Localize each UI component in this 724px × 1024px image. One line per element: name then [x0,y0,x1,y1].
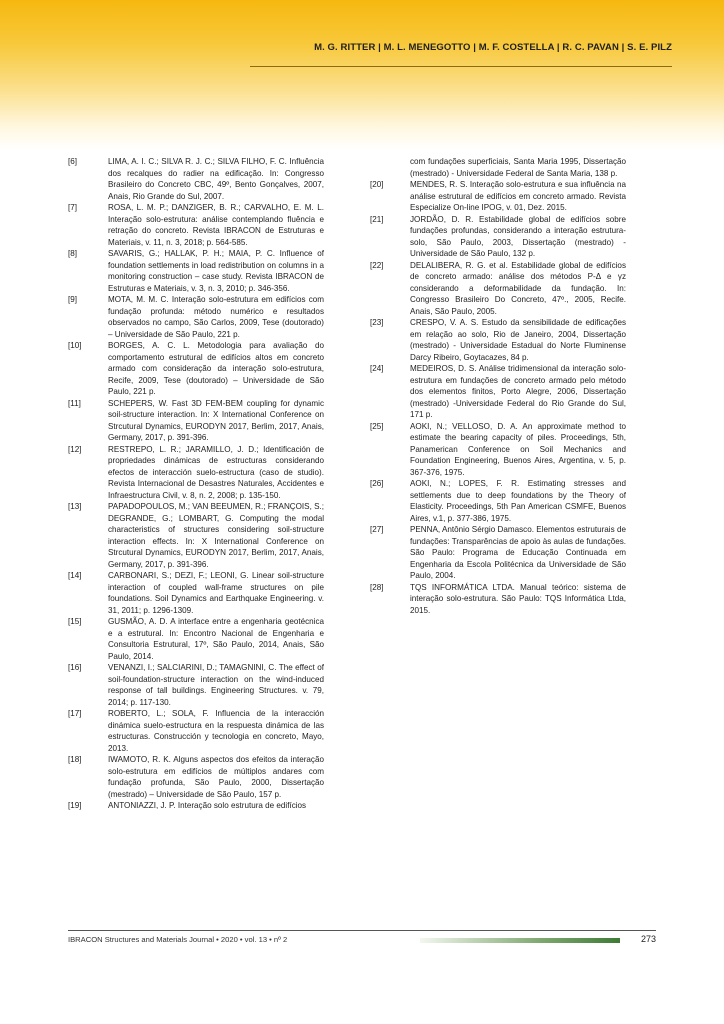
reference-text: MEDEIROS, D. S. Análise tridimensional da interação solo-estrutura em fundações de concreto armado pelo método dos elementos finitos, Porto Alegre, 2006, Dissertação (mestrado) -Universidade Federal do Rio Grande do Sul, 171 p. [410,364,626,419]
reference-number: [15] [68,617,82,626]
footer-accent-bar [420,938,620,943]
reference-item [68,202,324,248]
reference-number: [24] [370,364,384,373]
reference-item [68,444,324,502]
reference-number: [22] [370,260,384,270]
reference-item [370,478,626,524]
reference-item [370,582,626,617]
reference-item [370,524,626,582]
reference-item [370,317,626,363]
reference-number: [19] [68,801,82,810]
footer-journal-info: IBRACON Structures and Materials Journal • 2020 • vol. 13 • nº 2 [68,935,288,944]
reference-number: [12] [68,444,82,454]
reference-text: AOKI, N.; LOPES, F. R. Estimating stresses and settlements due to deep foundations by the Theory of Elasticity. Proceedings, 5th Pan American CSMFE, Buenos Aires, v.1, p. 377-386, 1975. [410,479,626,523]
reference-text: SAVARIS, G.; HALLAK, P. H.; MAIA, P. C. Influence of foundation settlements in load redistribution on columns in a monitoring construction – case study. Revista IBRACON de Estruturas e Materiais, v. 3, n. 3, 2010; p. 346-356. [108,249,324,293]
reference-item [68,570,324,616]
reference-text: DELALIBERA, R. G. et al. Estabilidade global de edifícios de concreto armado: análise dos métodos P-Δ e γz considerando a deformabilidade da fundação. In: Congresso Brasileiro Do Concreto, 47º., 2005, Recife. Anais, São Paulo, 2005. [410,260,626,316]
reference-number: [17] [68,709,82,718]
page-number: 273 [640,934,656,944]
reference-text: CARBONARI, S.; DEZI, F.; LEONI, G. Linear soil-structure interaction of coupled wall-frame structures on pile foundations. Soil Dynamics and Earthquake Engineering. v. 31, 2011; p. 1296-1309. [108,571,324,615]
header-band [0,0,724,150]
reference-number: [14] [68,571,82,580]
reference-item [68,398,324,444]
reference-item [68,340,324,398]
reference-number: [28] [370,582,384,592]
footer-divider [68,930,656,931]
reference-item [370,421,626,479]
reference-text: RESTREPO, L. R.; JARAMILLO, J. D.; Identificación de propriedades dinámicas de estructuras considerando efectos de interacción suelo-estructura (caso de studio). Revista Internacional de Desastres Naturales, Accidentes e Infraestructura Civil, v. 8, n. 2, 2008; p. 135-150. [108,444,324,500]
reference-text: MENDES, R. S. Interação solo-estrutura e sua influência na análise estrutural de edifícios em concreto armado. Revista Especialize On-line IPOG, v. 01, Dez. 2015. [410,180,626,212]
reference-text: MOTA, M. M. C. Interação solo-estrutura em edifícios com fundação profunda: método numérico e resultados observados no campo, São Carlos, 2009, Tese (doutorado) – Universidade de São Paulo, 221 p. [108,295,324,339]
reference-text: TQS INFORMÁTICA LTDA. Manual teórico: sistema de interação solo-estrutura. São Paulo: TQS Informática Ltda, 2015. [410,582,626,615]
reference-number: [13] [68,502,82,511]
references-left-column [68,156,324,812]
reference-item [68,156,324,202]
reference-number: [26] [370,479,384,488]
reference-text: ROBERTO, L.; SOLA, F. Influencia de la interacción dinámica suelo-estructura en la respuesta dinámica de las estructuras. Construcción y tecnologia en concreto, Mayo, 2013. [108,709,324,753]
reference-number: [23] [370,318,384,327]
header-divider [250,66,672,67]
reference-text: PAPADOPOULOS, M.; VAN BEEUMEN, R.; FRANÇOIS, S.; DEGRANDE, G.; LOMBART, G. Computing the modal characteristics of structures considering soil-structure interaction effects. In: X International Conference on Strcutural Dynamics, EURODYN 2017, Berlim, 2017, Anais, Germany, 2017, p. 391-396. [108,502,324,569]
running-header-authors: M. G. RITTER | M. L. MENEGOTTO | M. F. COSTELLA | R. C. PAVAN | S. E. PILZ [314,42,672,53]
reference-number: [6] [68,157,77,166]
reference-item [370,260,626,318]
reference-text: JORDÃO, D. R. Estabilidade global de edifícios sobre fundações profundas, considerando a interação estrutura-solo, São Paulo, 2003, Dissertação (mestrado) - Universidade de São Paulo, 132 p. [410,214,626,258]
reference-text: CRESPO, V. A. S. Estudo da sensibilidade de edificações em relação ao solo, Rio de Janeiro, 2004, Dissertação (mestrado) - Universidade Estadual do Norte Fluminense Darcy Ribeiro, Goytacazes, 84 p. [410,318,626,362]
reference-number: [10] [68,341,82,350]
reference-item [68,708,324,754]
reference-text: BORGES, A. C. L. Metodologia para avaliação do comportamento estrutural de edifícios altos em concreto armado com consideração da interação solo-estrutura, Recife, 2009, Tese (doutorado) – Universidade de São Paulo, 221 p. [108,341,324,396]
reference-item [370,179,626,214]
reference-item [370,363,626,421]
reference-item [68,294,324,340]
reference-item [68,754,324,800]
reference-number: [9] [68,295,77,304]
reference-number: [18] [68,755,82,764]
reference-number: [25] [370,421,384,431]
reference-number: [27] [370,525,384,534]
reference-text: AOKI, N.; VELLOSO, D. A. An approximate method to estimate the bearing capacity of piles. Proceedings, 5th, Panamerican Conference on Soil Mechanics and Foundation Engineering, Buenos Aires, Argentina, v. 5, p. 367-376, 1975. [410,421,626,477]
reference-number: [20] [370,180,384,189]
reference-text: IWAMOTO, R. K. Alguns aspectos dos efeitos da interação solo-estrutura em edifícios de múltiplos andares com fundação profunda, São Paulo, 2000, Dissertação (mestrado) – Universidade de São Paulo, 157 p. [108,755,324,799]
reference-number: [16] [68,663,82,672]
reference-text: LIMA, A. I. C.; SILVA R. J. C.; SILVA FILHO, F. C. Influência dos recalques do radier na edificação. In: Congresso Brasileiro do Concreto CBC, 49º, Bento Gonçalves, 2007, Anais, Rio Grande do Sul, 2007. [108,157,324,201]
reference-number: [11] [68,398,81,408]
reference-text: PENNA, Antônio Sérgio Damasco. Elementos estruturais de fundações: Transparências de apoio às aulas de fundações. São Paulo: Programa de Educação Continuada em Engenharia da Escola Politécnica da Universidade de São Paulo, 2004. [410,525,626,580]
reference-item [68,662,324,708]
reference-text: SCHEPERS, W. Fast 3D FEM-BEM coupling for dynamic soil-structure interaction. In: X International Conference on Strcutural Dynamics, EURODYN 2017, Berlim, 2017, Anais, Germany, 2017, p. 391-396. [108,398,324,442]
reference-item [68,501,324,570]
reference-number: [21] [370,214,384,224]
reference-number: [8] [68,249,77,258]
reference-continuation: com fundações superficiais, Santa Maria 1995, Dissertação (mestrado) - Universidade Federal de Santa Maria, 138 p. [410,157,626,178]
reference-text: VENANZI, I.; SALCIARINI, D.; TAMAGNINI, C. The effect of soil-foundation-structure interaction on the wind-induced response of tall buildings. Engineering Structures. v. 79, 2014; p. 117-130. [108,663,324,707]
reference-item [68,248,324,294]
reference-item [68,800,324,812]
reference-item [370,214,626,260]
references-right-column [370,156,626,616]
reference-text: ANTONIAZZI, J. P. Interação solo estrutura de edifícios [108,801,307,810]
reference-number: [7] [68,203,77,212]
reference-item [68,616,324,662]
reference-text: GUSMÃO, A. D. A interface entre a engenharia geotécnica e a estrutural. In: Encontro Nacional de Engenharia e Consultoria Estrutural, 17º, São Paulo, 2014, Anais, São Paulo, 2014. [108,617,324,661]
reference-text: ROSA, L. M. P.; DANZIGER, B. R.; CARVALHO, E. M. L. Interação solo-estrutura: análise contemplando fluência e retração do concreto. Revista IBRACON de Estruturas e Materiais, v. 11, n. 3, 2018; p. 564-585. [108,203,324,247]
